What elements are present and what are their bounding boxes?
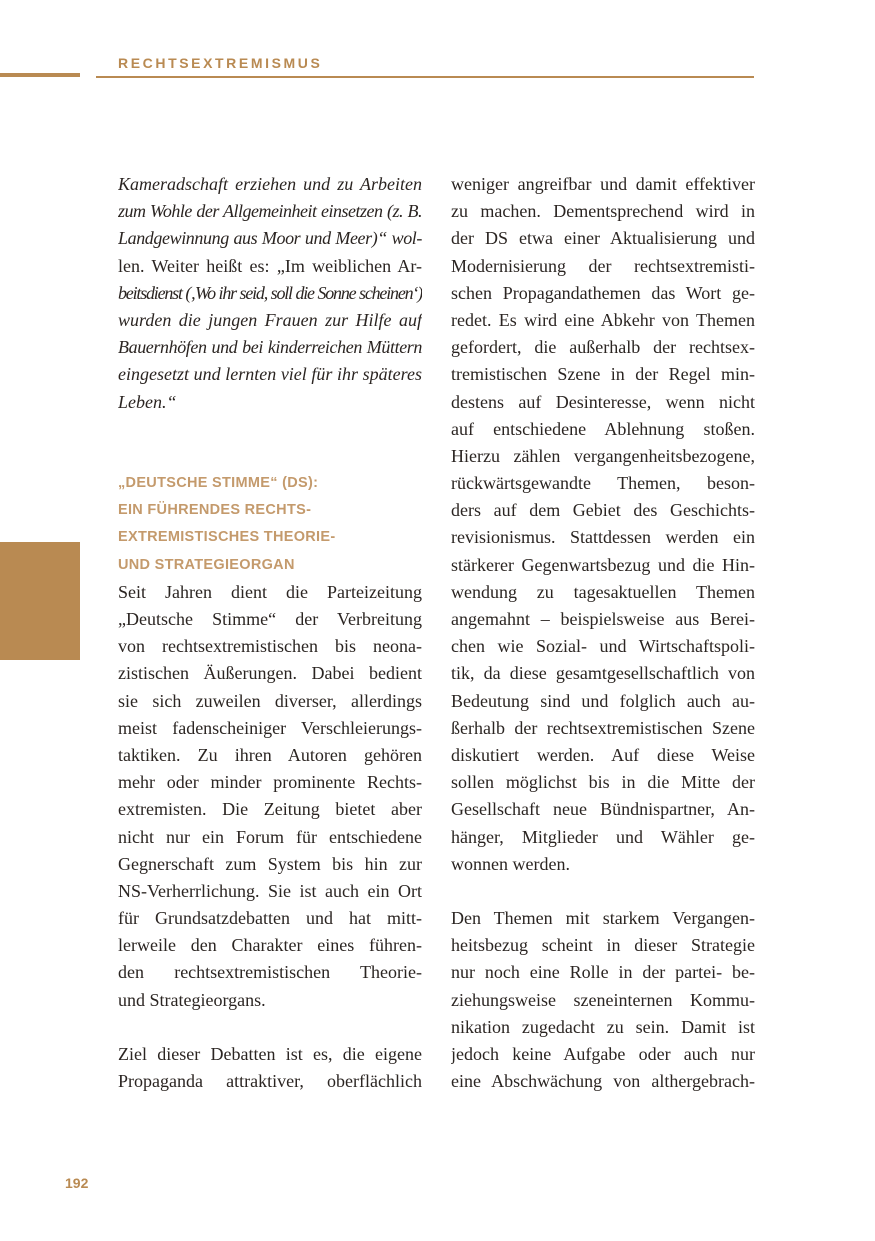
text-line: Propaganda attraktiver, oberflächlich — [118, 1071, 422, 1092]
text-line: weniger angreifbar und damit effektiver — [451, 174, 755, 194]
text-line: wonnen werden. — [451, 853, 570, 874]
text-line: nur noch eine Rolle in der partei- be- — [451, 962, 755, 983]
text-line: Gegnerschaft zum System bis hin zur — [118, 853, 422, 874]
paragraph — [451, 905, 755, 1095]
text-line: „Deutsche Stimme“ der Verbreitung — [118, 609, 422, 629]
text-line: meist fadenscheiniger Verschleierungs- — [118, 717, 422, 738]
text-line: Leben.“ — [118, 391, 177, 412]
header-accent-bar — [0, 73, 80, 77]
text-line: taktiken. Zu ihren Autoren gehören — [118, 744, 422, 765]
text-line: Ziel dieser Debatten ist es, die eigene — [118, 1044, 422, 1064]
text-line: zistischen Äußerungen. Dabei bedient — [118, 663, 422, 684]
section-heading — [118, 470, 422, 579]
text-line: zum Wohle der Allgemeinheit einsetzen (z. B. — [118, 201, 422, 222]
text-line: redet. Es wird eine Abkehr von Themen — [451, 309, 755, 330]
text-line: für Grundsatzdebatten und hat mitt- — [118, 908, 422, 929]
text-line: schen Propagandathemen das Wort ge- — [451, 282, 755, 303]
text-line: Hierzu zählen vergangenheitsbezogene, — [451, 445, 755, 466]
text-line: stärkerer Gegenwartsbezug und die Hin- — [451, 554, 755, 575]
running-header: RECHTSEXTREMISMUS — [118, 55, 323, 71]
text-line: destens auf Desinteresse, wenn nicht — [451, 391, 755, 412]
text-line: Modernisierung der rechtsextremisti- — [451, 255, 755, 276]
text-line: gefordert, die außerhalb der rechtsex- — [451, 337, 755, 358]
text-line: der DS etwa einer Aktualisierung und — [451, 228, 755, 249]
page-number: 192 — [65, 1175, 89, 1191]
text-line: angemahnt – beispielsweise aus Berei- — [451, 609, 755, 629]
text-line: chen wie Sozial- und Wirtschaftspoli- — [451, 636, 755, 657]
text-line: Den Themen mit starkem Vergangen- — [451, 908, 755, 929]
heading-line: UND STRATEGIEORGAN — [118, 556, 295, 573]
text-line: Gesellschaft neue Bündnispartner, An- — [451, 799, 755, 820]
text-line: sie sich zuweilen diverser, allerdings — [118, 690, 422, 711]
text-line: len. Weiter heißt es: „Im weiblichen Ar- — [118, 255, 422, 276]
text-line: revisionismus. Stattdessen werden ein — [451, 527, 755, 548]
text-line: lerweile den Charakter eines führen- — [118, 935, 422, 956]
text-line: nikation zugedacht zu sein. Damit ist — [451, 1016, 755, 1037]
text-line: eine Abschwächung von althergebrach- — [451, 1071, 755, 1092]
text-line: beitsdienst (‚Wo ihr seid, soll die Sonne scheinen‘) — [118, 282, 422, 303]
text-line: wendung zu tagesaktuellen Themen — [451, 581, 755, 602]
text-line: diskutiert werden. Auf diese Weise — [451, 744, 755, 765]
text-line: heitsbezug scheint in dieser Strategie — [451, 935, 755, 956]
text-line: Bedeutung sind und folglich auch au- — [451, 690, 755, 711]
quote-block — [118, 171, 422, 416]
right-column — [451, 171, 755, 1095]
text-line: ders auf dem Gebiet des Geschichts- — [451, 500, 755, 521]
text-line: eingesetzt und lernten viel für ihr späteres — [118, 364, 422, 385]
text-line: zu machen. Dementsprechend wird in — [451, 201, 755, 222]
text-line: nicht nur ein Forum für entschiedene — [118, 826, 422, 847]
chapter-marker-tab — [0, 542, 80, 660]
text-line: tik, da diese gesamtgesellschaftlich von — [451, 663, 755, 684]
paragraph — [118, 579, 422, 1014]
text-line: Kameradschaft erziehen und zu Arbeiten — [118, 174, 422, 194]
text-line: Landgewinnung aus Moor und Meer)“ wol- — [118, 228, 422, 249]
heading-line: EXTREMISTISCHES THEORIE- — [118, 529, 336, 546]
paragraph — [118, 1041, 422, 1095]
text-line: wurden die jungen Frauen zur Hilfe auf — [118, 309, 422, 330]
text-line: auf entschiedene Ablehnung stoßen. — [451, 418, 755, 439]
text-line: den rechtsextremistischen Theorie- — [118, 962, 422, 983]
text-line: jedoch keine Aufgabe oder auch nur — [451, 1044, 755, 1064]
text-line: hänger, Mitglieder und Wähler ge- — [451, 826, 755, 847]
text-line: und Strategieorgans. — [118, 989, 266, 1010]
heading-line: „DEUTSCHE STIMME“ (DS): — [118, 475, 319, 492]
heading-line: EIN FÜHRENDES RECHTS- — [118, 502, 312, 519]
text-line: tremistischen Szene in der Regel min- — [451, 364, 755, 385]
text-line: Seit Jahren dient die Parteizeitung — [118, 581, 422, 602]
paragraph — [451, 171, 755, 878]
text-line: ßerhalb der rechtsextremistischen Szene — [451, 717, 755, 738]
text-line: sollen möglichst bis in die Mitte der — [451, 772, 755, 793]
text-line: Bauernhöfen und bei kinderreichen Müttern — [118, 337, 422, 358]
text-line: von rechtsextremistischen bis neona- — [118, 636, 422, 657]
left-column — [118, 171, 422, 1095]
header-rule — [96, 76, 754, 78]
text-line: extremisten. Die Zeitung bietet aber — [118, 799, 422, 820]
text-line: rückwärtsgewandte Themen, beson- — [451, 473, 755, 494]
text-line: ziehungsweise szeneinternen Kommu- — [451, 989, 755, 1010]
text-line: NS-Verherrlichung. Sie ist auch ein Ort — [118, 880, 422, 901]
text-line: mehr oder minder prominente Rechts- — [118, 772, 422, 793]
